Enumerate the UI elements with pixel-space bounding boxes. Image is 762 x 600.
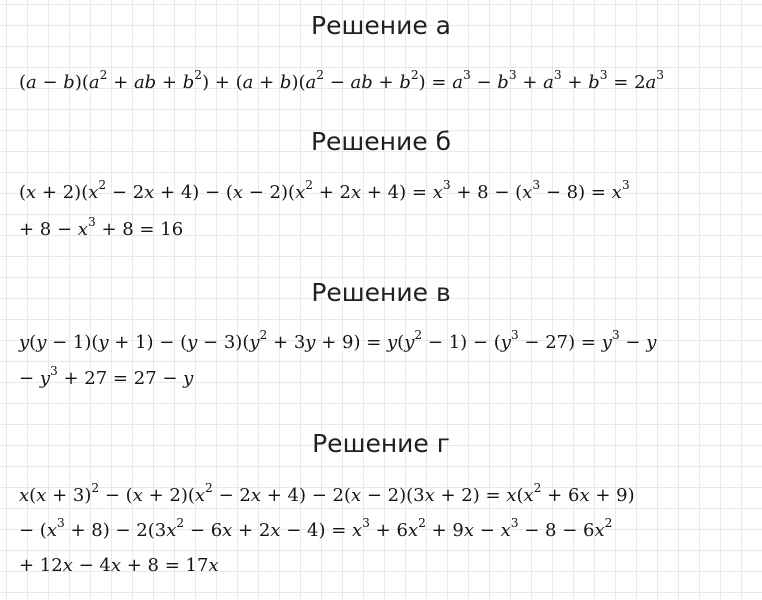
- heading-solution-a: Решение а: [311, 11, 451, 40]
- heading-solution-g: Решение г: [312, 429, 450, 458]
- solution-b-line-1: $(x + 2)(x^2 - 2x + 4) - (x - 2)(x^2 + 2x + 4) = x^3 + 8 - (x^3 - 8) = x^3$: [19, 178, 630, 203]
- solution-g-line-3: + 12x − 4x + 8 = 17x: [19, 555, 219, 576]
- solution-a-line-1: $(a - b)(a^2$ + ab + $b^2) + (a + b)(a^2$ − ab + $b^2) = a^3 - b^3 + a^3 + b^3 = 2a^3$: [19, 68, 665, 93]
- solution-v-line-2: − $y^3 + 27 = 27 - y$: [19, 364, 194, 389]
- solution-v-line-1: $y(y - 1)(y + 1) - (y - 3)(y^2 + 3y + 9) = y(y^2 - 1) - (y^3 - 27) = y^3 - y$: [19, 328, 657, 353]
- heading-solution-v: Решение в: [311, 278, 451, 307]
- heading-solution-b: Решение б: [310, 127, 452, 156]
- solution-g-line-2: − $(x^3 + 8) - 2(3x^2 - 6x + 2x - 4) = x^3 + 6x^2 + 9x - x^3 - 8 - 6x^2$: [19, 516, 613, 541]
- solution-b-line-2: + $8 - x^3 + 8 = 16$: [19, 215, 184, 240]
- solution-g-line-1: $x(x + 3)^2 - (x + 2)(x^2 - 2x + 4) - 2(x - 2)(3x + 2) = x(x^2 + 6x + 9)$: [19, 481, 635, 506]
